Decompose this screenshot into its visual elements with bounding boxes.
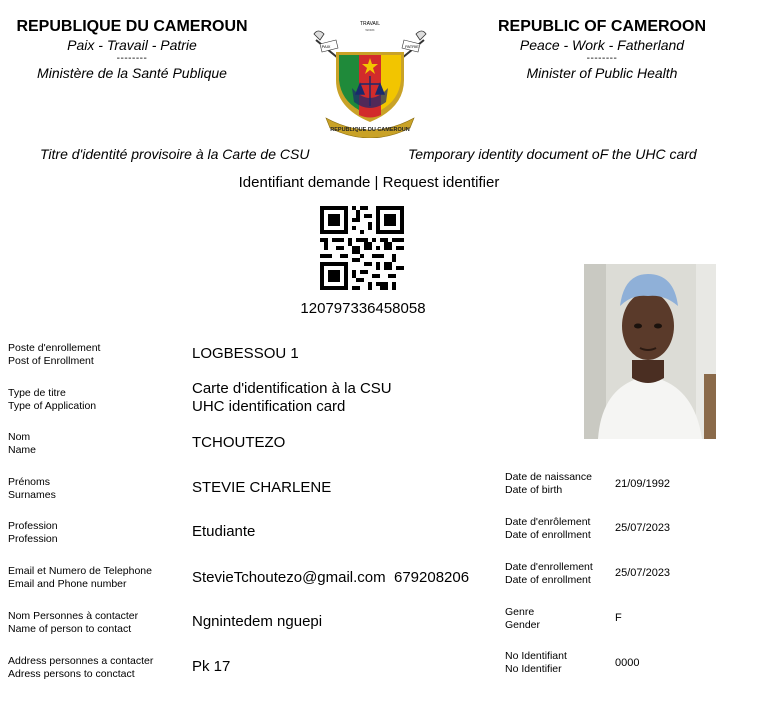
- value-email-phone: StevieTchoutezo@gmail.com 679208206: [192, 569, 470, 586]
- label-gender: Genre Gender: [505, 606, 541, 632]
- label-date-of-birth: Date de naissance Date of birth: [505, 471, 592, 497]
- label-profession: Profession Profession: [8, 520, 58, 546]
- fasces-right: [402, 31, 426, 58]
- label-post-of-enrollment: Poste d'enrollement Post of Enrollment: [8, 342, 101, 368]
- label-email-phone: Email et Numero de Telephone Email and Phone number: [8, 565, 152, 591]
- value-name: TCHOUTEZO: [192, 434, 286, 451]
- value-contact-name: Ngnintedem nguepi: [192, 613, 323, 630]
- label-date-of-enrollment-1: Date d'enrôlement Date of enrollment: [505, 516, 591, 542]
- portrait-photo: [584, 264, 716, 439]
- value-identifier: 0000: [615, 657, 640, 669]
- request-identifier-label: Identifiant demande | Request identifier: [238, 174, 500, 191]
- label-surnames: Prénoms Surnames: [8, 476, 56, 502]
- qr-code: [320, 206, 404, 290]
- subtitle-en: Temporary identity document oF the UHC card: [408, 146, 697, 162]
- label-contact-address: Address personnes a contacter Adress persons to conctact: [8, 655, 154, 681]
- value-date-of-birth: 21/09/1992: [615, 478, 671, 490]
- value-gender: F: [615, 612, 622, 624]
- value-post-of-enrollment: LOGBESSOU 1: [192, 345, 299, 362]
- svg-text:WORK: WORK: [365, 28, 375, 32]
- country-name-en: REPUBLIC OF CAMEROON: [498, 18, 706, 35]
- header-left: [8, 18, 256, 83]
- coat-of-arms-icon: [310, 18, 430, 138]
- label-identifier: No Identifiant No Identifier: [505, 650, 567, 676]
- label-contact-name: Nom Personnes à contacter Name of person to contact: [8, 610, 139, 636]
- subtitle-fr: Titre d'identité provisoire à la Carte de CSU: [40, 146, 310, 162]
- header-right: [478, 18, 726, 83]
- request-id-value: 120797336458058: [300, 300, 426, 317]
- value-date-of-enrollment-1: 25/07/2023: [615, 522, 671, 534]
- fasces-left: [314, 31, 338, 58]
- value-profession: Etudiante: [192, 523, 256, 540]
- arms-top-text: TRAVAIL: [359, 21, 381, 27]
- separator: --------: [116, 53, 148, 65]
- arms-ribbon-text: REPUBLIQUE DU CAMEROUN: [330, 127, 410, 133]
- value-date-of-enrollment-2: 25/07/2023: [615, 567, 671, 579]
- separator: --------: [586, 53, 618, 65]
- label-date-of-enrollment-2: Date d'enrollement Date of enrollment: [505, 561, 593, 587]
- motto-fr: Paix - Travail - Patrie: [67, 36, 197, 53]
- value-contact-address: Pk 17: [192, 658, 231, 675]
- ministry-fr: Ministère de la Santé Publique: [37, 65, 227, 82]
- motto-en: Peace - Work - Fatherland: [519, 36, 685, 53]
- svg-text:PATRIE: PATRIE: [405, 44, 419, 49]
- ministry-en: Minister of Public Health: [526, 65, 678, 82]
- country-name-fr: REPUBLIQUE DU CAMEROUN: [16, 18, 248, 35]
- label-type-of-application: Type de titre Type of Application: [8, 387, 97, 413]
- svg-text:PAIX: PAIX: [321, 44, 331, 49]
- value-surnames: STEVIE CHARLENE: [192, 479, 332, 496]
- value-type-of-application: Carte d'identification à la CSU UHC identification card: [192, 380, 392, 415]
- label-name: Nom Name: [8, 431, 37, 457]
